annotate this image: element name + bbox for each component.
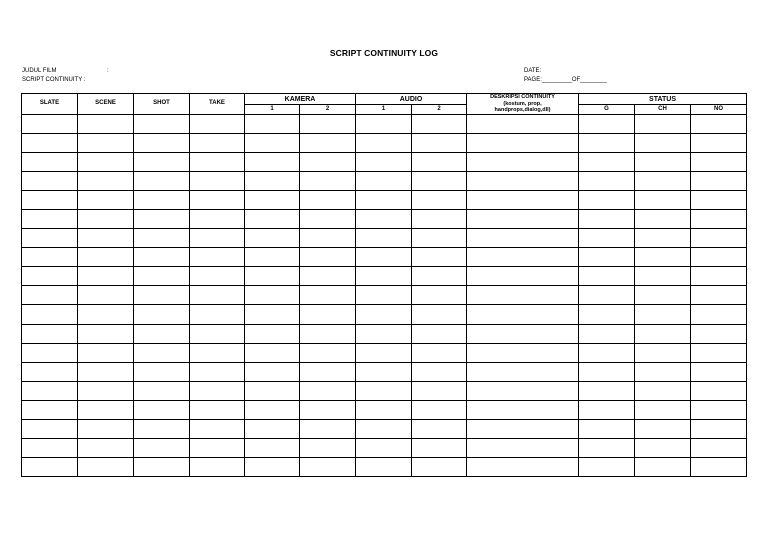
header-slate: SLATE xyxy=(22,94,78,115)
cell-status-ch[interactable] xyxy=(635,190,691,209)
cell-kamera-1[interactable] xyxy=(245,190,300,209)
cell-status-g[interactable] xyxy=(579,458,635,477)
cell-kamera-2[interactable] xyxy=(300,171,356,190)
cell-status-no[interactable] xyxy=(691,458,747,477)
cell-audio-2[interactable] xyxy=(412,286,467,305)
cell-audio-2[interactable] xyxy=(412,114,467,133)
cell-status-no[interactable] xyxy=(691,286,747,305)
cell-audio-2[interactable] xyxy=(412,248,467,267)
cell-kamera-2[interactable] xyxy=(300,324,356,343)
cell-status-no[interactable] xyxy=(691,305,747,324)
cell-status-no[interactable] xyxy=(691,133,747,152)
deskripsi-line-3: handprops,dialog,dll) xyxy=(494,107,551,113)
cell-take[interactable] xyxy=(190,286,245,305)
cell-status-g[interactable] xyxy=(579,267,635,286)
cell-kamera-2[interactable] xyxy=(300,267,356,286)
cell-status-g[interactable] xyxy=(579,114,635,133)
cell-audio-1[interactable] xyxy=(356,439,412,458)
cell-slate[interactable] xyxy=(22,114,78,133)
header-audio: AUDIO xyxy=(356,94,467,105)
cell-slate[interactable] xyxy=(22,152,78,171)
cell-audio-1[interactable] xyxy=(356,286,412,305)
cell-kamera-1[interactable] xyxy=(245,152,300,171)
continuity-colon: : xyxy=(83,77,86,83)
header-status-no: NO xyxy=(691,105,747,114)
cell-take[interactable] xyxy=(190,190,245,209)
date-label: DATE: xyxy=(524,68,542,74)
table-row xyxy=(22,248,747,267)
cell-kamera-2[interactable] xyxy=(300,209,356,228)
table-row xyxy=(22,133,747,152)
cell-slate[interactable] xyxy=(22,171,78,190)
cell-status-ch[interactable] xyxy=(635,381,691,400)
cell-audio-2[interactable] xyxy=(412,209,467,228)
cell-slate[interactable] xyxy=(22,305,78,324)
cell-audio-2[interactable] xyxy=(412,267,467,286)
cell-status-no[interactable] xyxy=(691,439,747,458)
cell-status-ch[interactable] xyxy=(635,400,691,419)
cell-audio-1[interactable] xyxy=(356,458,412,477)
cell-shot[interactable] xyxy=(134,248,190,267)
cell-status-no[interactable] xyxy=(691,381,747,400)
cell-deskripsi[interactable] xyxy=(467,267,579,286)
cell-take[interactable] xyxy=(190,362,245,381)
cell-kamera-1[interactable] xyxy=(245,400,300,419)
cell-take[interactable] xyxy=(190,171,245,190)
cell-shot[interactable] xyxy=(134,343,190,362)
cell-slate[interactable] xyxy=(22,267,78,286)
cell-take[interactable] xyxy=(190,458,245,477)
cell-kamera-2[interactable] xyxy=(300,400,356,419)
cell-status-no[interactable] xyxy=(691,152,747,171)
continuity-label: SCRIPT CONTINUITY xyxy=(22,77,83,83)
cell-slate[interactable] xyxy=(22,248,78,267)
cell-status-ch[interactable] xyxy=(635,248,691,267)
cell-scene[interactable] xyxy=(78,171,134,190)
cell-status-g[interactable] xyxy=(579,133,635,152)
cell-audio-2[interactable] xyxy=(412,400,467,419)
cell-status-ch[interactable] xyxy=(635,343,691,362)
cell-deskripsi[interactable] xyxy=(467,171,579,190)
cell-slate[interactable] xyxy=(22,133,78,152)
cell-kamera-2[interactable] xyxy=(300,420,356,439)
table-row xyxy=(22,324,747,343)
cell-deskripsi[interactable] xyxy=(467,324,579,343)
cell-status-ch[interactable] xyxy=(635,439,691,458)
cell-shot[interactable] xyxy=(134,420,190,439)
cell-audio-1[interactable] xyxy=(356,248,412,267)
cell-audio-1[interactable] xyxy=(356,267,412,286)
cell-status-g[interactable] xyxy=(579,362,635,381)
cell-status-g[interactable] xyxy=(579,152,635,171)
table-row xyxy=(22,114,747,133)
cell-status-no[interactable] xyxy=(691,343,747,362)
cell-kamera-1[interactable] xyxy=(245,209,300,228)
film-row xyxy=(22,67,109,76)
cell-status-ch[interactable] xyxy=(635,286,691,305)
cell-take[interactable] xyxy=(190,229,245,248)
cell-deskripsi[interactable] xyxy=(467,362,579,381)
header-shot: SHOT xyxy=(134,94,190,115)
cell-status-no[interactable] xyxy=(691,248,747,267)
cell-slate[interactable] xyxy=(22,400,78,419)
cell-take[interactable] xyxy=(190,343,245,362)
cell-shot[interactable] xyxy=(134,267,190,286)
cell-deskripsi[interactable] xyxy=(467,229,579,248)
cell-shot[interactable] xyxy=(134,229,190,248)
cell-kamera-2[interactable] xyxy=(300,248,356,267)
cell-audio-1[interactable] xyxy=(356,152,412,171)
cell-status-g[interactable] xyxy=(579,305,635,324)
cell-slate[interactable] xyxy=(22,343,78,362)
cell-slate[interactable] xyxy=(22,209,78,228)
cell-audio-2[interactable] xyxy=(412,190,467,209)
cell-shot[interactable] xyxy=(134,133,190,152)
table-row xyxy=(22,190,747,209)
cell-scene[interactable] xyxy=(78,267,134,286)
cell-status-g[interactable] xyxy=(579,324,635,343)
cell-kamera-1[interactable] xyxy=(245,248,300,267)
cell-audio-1[interactable] xyxy=(356,324,412,343)
cell-scene[interactable] xyxy=(78,400,134,419)
cell-shot[interactable] xyxy=(134,286,190,305)
cell-status-ch[interactable] xyxy=(635,362,691,381)
cell-deskripsi[interactable] xyxy=(467,286,579,305)
table-body xyxy=(22,114,747,477)
cell-scene[interactable] xyxy=(78,286,134,305)
cell-kamera-2[interactable] xyxy=(300,190,356,209)
cell-audio-1[interactable] xyxy=(356,400,412,419)
cell-kamera-1[interactable] xyxy=(245,343,300,362)
cell-kamera-1[interactable] xyxy=(245,305,300,324)
cell-slate[interactable] xyxy=(22,286,78,305)
page-title: SCRIPT CONTINUITY LOG xyxy=(329,48,439,58)
cell-shot[interactable] xyxy=(134,171,190,190)
cell-take[interactable] xyxy=(190,324,245,343)
cell-audio-2[interactable] xyxy=(412,381,467,400)
cell-scene[interactable] xyxy=(78,381,134,400)
cell-shot[interactable] xyxy=(134,190,190,209)
cell-audio-1[interactable] xyxy=(356,305,412,324)
cell-status-ch[interactable] xyxy=(635,133,691,152)
cell-kamera-2[interactable] xyxy=(300,458,356,477)
table-row xyxy=(22,171,747,190)
header-kamera-1: 1 xyxy=(245,105,300,114)
cell-status-g[interactable] xyxy=(579,439,635,458)
table-row xyxy=(22,420,747,439)
cell-deskripsi[interactable] xyxy=(467,114,579,133)
cell-audio-1[interactable] xyxy=(356,114,412,133)
continuity-table xyxy=(21,93,747,477)
cell-status-no[interactable] xyxy=(691,267,747,286)
cell-kamera-1[interactable] xyxy=(245,381,300,400)
continuity-row xyxy=(22,76,109,85)
cell-deskripsi[interactable] xyxy=(467,209,579,228)
cell-kamera-2[interactable] xyxy=(300,362,356,381)
header-status: STATUS xyxy=(579,94,747,105)
cell-scene[interactable] xyxy=(78,133,134,152)
table-row xyxy=(22,343,747,362)
cell-status-no[interactable] xyxy=(691,171,747,190)
cell-status-ch[interactable] xyxy=(635,114,691,133)
cell-scene[interactable] xyxy=(78,324,134,343)
cell-kamera-2[interactable] xyxy=(300,133,356,152)
cell-kamera-1[interactable] xyxy=(245,286,300,305)
cell-scene[interactable] xyxy=(78,152,134,171)
cell-take[interactable] xyxy=(190,305,245,324)
cell-kamera-1[interactable] xyxy=(245,458,300,477)
cell-status-g[interactable] xyxy=(579,171,635,190)
cell-status-g[interactable] xyxy=(579,400,635,419)
cell-take[interactable] xyxy=(190,152,245,171)
cell-audio-2[interactable] xyxy=(412,343,467,362)
cell-take[interactable] xyxy=(190,381,245,400)
cell-slate[interactable] xyxy=(22,362,78,381)
table-row xyxy=(22,305,747,324)
table-row xyxy=(22,267,747,286)
cell-deskripsi[interactable] xyxy=(467,133,579,152)
cell-shot[interactable] xyxy=(134,381,190,400)
header-kamera-2: 2 xyxy=(300,105,356,114)
cell-status-ch[interactable] xyxy=(635,209,691,228)
cell-status-ch[interactable] xyxy=(635,305,691,324)
cell-audio-1[interactable] xyxy=(356,171,412,190)
cell-kamera-1[interactable] xyxy=(245,114,300,133)
cell-status-g[interactable] xyxy=(579,229,635,248)
cell-status-no[interactable] xyxy=(691,420,747,439)
table-row xyxy=(22,209,747,228)
header-kamera: KAMERA xyxy=(245,94,356,105)
cell-slate[interactable] xyxy=(22,324,78,343)
cell-audio-2[interactable] xyxy=(412,133,467,152)
header-deskripsi xyxy=(467,94,579,115)
cell-audio-1[interactable] xyxy=(356,381,412,400)
cell-scene[interactable] xyxy=(78,343,134,362)
cell-kamera-2[interactable] xyxy=(300,343,356,362)
cell-slate[interactable] xyxy=(22,439,78,458)
cell-audio-1[interactable] xyxy=(356,229,412,248)
cell-status-ch[interactable] xyxy=(635,267,691,286)
cell-kamera-1[interactable] xyxy=(245,229,300,248)
cell-status-ch[interactable] xyxy=(635,458,691,477)
cell-audio-1[interactable] xyxy=(356,133,412,152)
cell-take[interactable] xyxy=(190,133,245,152)
cell-kamera-2[interactable] xyxy=(300,439,356,458)
cell-status-g[interactable] xyxy=(579,381,635,400)
cell-kamera-1[interactable] xyxy=(245,267,300,286)
deskripsi-line-1: DESKRIPSI CONTINUITY xyxy=(490,94,555,100)
table-row xyxy=(22,458,747,477)
cell-audio-2[interactable] xyxy=(412,324,467,343)
cell-kamera-1[interactable] xyxy=(245,133,300,152)
cell-scene[interactable] xyxy=(78,305,134,324)
cell-status-g[interactable] xyxy=(579,248,635,267)
cell-deskripsi[interactable] xyxy=(467,400,579,419)
table-row xyxy=(22,286,747,305)
cell-deskripsi[interactable] xyxy=(467,381,579,400)
header-audio-2: 2 xyxy=(412,105,467,114)
cell-take[interactable] xyxy=(190,114,245,133)
cell-shot[interactable] xyxy=(134,152,190,171)
cell-scene[interactable] xyxy=(78,248,134,267)
cell-scene[interactable] xyxy=(78,420,134,439)
cell-scene[interactable] xyxy=(78,190,134,209)
cell-status-ch[interactable] xyxy=(635,152,691,171)
cell-kamera-1[interactable] xyxy=(245,324,300,343)
cell-kamera-2[interactable] xyxy=(300,229,356,248)
cell-audio-1[interactable] xyxy=(356,362,412,381)
cell-status-g[interactable] xyxy=(579,190,635,209)
cell-status-no[interactable] xyxy=(691,190,747,209)
cell-kamera-2[interactable] xyxy=(300,305,356,324)
cell-status-no[interactable] xyxy=(691,114,747,133)
cell-kamera-1[interactable] xyxy=(245,362,300,381)
cell-deskripsi[interactable] xyxy=(467,152,579,171)
cell-slate[interactable] xyxy=(22,458,78,477)
cell-slate[interactable] xyxy=(22,420,78,439)
cell-scene[interactable] xyxy=(78,362,134,381)
cell-status-no[interactable] xyxy=(691,324,747,343)
cell-audio-2[interactable] xyxy=(412,171,467,190)
cell-audio-2[interactable] xyxy=(412,305,467,324)
cell-audio-2[interactable] xyxy=(412,420,467,439)
cell-audio-1[interactable] xyxy=(356,343,412,362)
cell-take[interactable] xyxy=(190,267,245,286)
cell-deskripsi[interactable] xyxy=(467,305,579,324)
cell-status-g[interactable] xyxy=(579,209,635,228)
cell-shot[interactable] xyxy=(134,209,190,228)
cell-status-no[interactable] xyxy=(691,229,747,248)
cell-take[interactable] xyxy=(190,400,245,419)
cell-scene[interactable] xyxy=(78,209,134,228)
cell-status-no[interactable] xyxy=(691,400,747,419)
cell-take[interactable] xyxy=(190,439,245,458)
cell-slate[interactable] xyxy=(22,381,78,400)
cell-kamera-2[interactable] xyxy=(300,381,356,400)
cell-scene[interactable] xyxy=(78,229,134,248)
cell-status-ch[interactable] xyxy=(635,420,691,439)
table-row xyxy=(22,152,747,171)
deskripsi-line-2: (kostum, prop, xyxy=(503,100,542,107)
cell-audio-2[interactable] xyxy=(412,362,467,381)
cell-kamera-1[interactable] xyxy=(245,420,300,439)
cell-deskripsi[interactable] xyxy=(467,248,579,267)
cell-kamera-2[interactable] xyxy=(300,152,356,171)
cell-audio-2[interactable] xyxy=(412,458,467,477)
table-row xyxy=(22,362,747,381)
cell-deskripsi[interactable] xyxy=(467,439,579,458)
cell-shot[interactable] xyxy=(134,400,190,419)
cell-audio-2[interactable] xyxy=(412,229,467,248)
cell-scene[interactable] xyxy=(78,439,134,458)
cell-status-no[interactable] xyxy=(691,209,747,228)
cell-kamera-2[interactable] xyxy=(300,286,356,305)
cell-status-ch[interactable] xyxy=(635,229,691,248)
cell-slate[interactable] xyxy=(22,229,78,248)
cell-kamera-2[interactable] xyxy=(300,114,356,133)
table-row xyxy=(22,439,747,458)
cell-deskripsi[interactable] xyxy=(467,190,579,209)
header-take: TAKE xyxy=(190,94,245,115)
header-scene: SCENE xyxy=(78,94,134,115)
header-status-ch: CH xyxy=(635,105,691,114)
cell-take[interactable] xyxy=(190,420,245,439)
table-row xyxy=(22,381,747,400)
meta-left xyxy=(22,67,109,85)
cell-audio-2[interactable] xyxy=(412,152,467,171)
cell-status-no[interactable] xyxy=(691,362,747,381)
table-row xyxy=(22,229,747,248)
cell-kamera-1[interactable] xyxy=(245,439,300,458)
film-label: JUDUL FILM xyxy=(22,68,57,74)
cell-scene[interactable] xyxy=(78,458,134,477)
header-status-g: G xyxy=(579,105,635,114)
cell-audio-1[interactable] xyxy=(356,420,412,439)
cell-shot[interactable] xyxy=(134,114,190,133)
cell-deskripsi[interactable] xyxy=(467,343,579,362)
table-row xyxy=(22,400,747,419)
cell-shot[interactable] xyxy=(134,362,190,381)
film-colon: : xyxy=(107,68,109,74)
cell-status-g[interactable] xyxy=(579,286,635,305)
cell-kamera-1[interactable] xyxy=(245,171,300,190)
cell-take[interactable] xyxy=(190,209,245,228)
cell-status-g[interactable] xyxy=(579,343,635,362)
cell-shot[interactable] xyxy=(134,458,190,477)
cell-audio-1[interactable] xyxy=(356,190,412,209)
header-audio-1: 1 xyxy=(356,105,412,114)
cell-shot[interactable] xyxy=(134,324,190,343)
cell-audio-2[interactable] xyxy=(412,439,467,458)
cell-audio-1[interactable] xyxy=(356,209,412,228)
cell-deskripsi[interactable] xyxy=(467,458,579,477)
cell-slate[interactable] xyxy=(22,190,78,209)
cell-scene[interactable] xyxy=(78,114,134,133)
cell-status-ch[interactable] xyxy=(635,324,691,343)
cell-shot[interactable] xyxy=(134,439,190,458)
cell-deskripsi[interactable] xyxy=(467,420,579,439)
cell-status-ch[interactable] xyxy=(635,171,691,190)
meta-right xyxy=(524,67,607,85)
cell-status-g[interactable] xyxy=(579,420,635,439)
page-label: PAGE:_________OF________ xyxy=(524,77,607,83)
cell-shot[interactable] xyxy=(134,305,190,324)
cell-take[interactable] xyxy=(190,248,245,267)
